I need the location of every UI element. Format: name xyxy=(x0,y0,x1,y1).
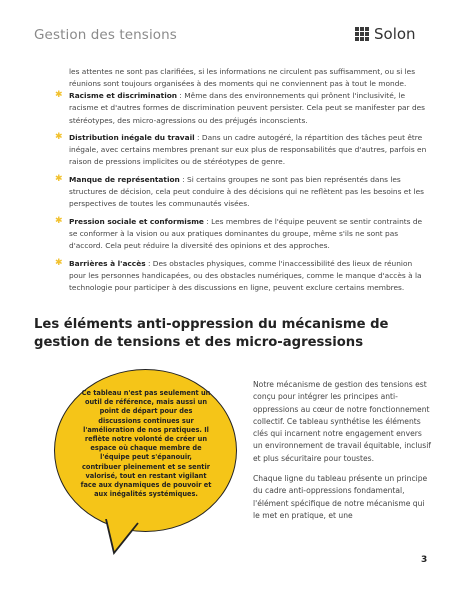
list-item xyxy=(55,174,431,211)
brand-name: Solon xyxy=(374,25,416,43)
bullet-term: Racisme et discrimination xyxy=(69,91,178,100)
right-column-paragraph: Chaque ligne du tableau présente un principe du cadre anti-oppressions fondamental, l'élément spécifique de notre mécanisme qui le met en pratique, et une xyxy=(253,474,428,520)
right-column-paragraph: Notre mécanisme de gestion des tensions est conçu pour intégrer les principes anti-oppressions au cœur de notre fonctionnement collectif. Ce tableau synthétise les éléments clés qui incarnent notre engagement envers un environnement de travail équitable, inclusif et plus sécuritaire pour toustes. xyxy=(253,380,431,463)
bullet-term: Pression sociale et conformisme xyxy=(69,216,204,226)
bullet-term: Manque de représentation xyxy=(69,174,180,184)
bullet-text: : Même dans des environnements qui prônent l'inclusivité, le racisme et d'autres formes de discrimination peuvent persister. Cela peut se manifester par des stéréotypes, des micro-agressions ou des préjugés inconscients. xyxy=(69,91,426,125)
star-bullet-icon: ✱ xyxy=(55,173,63,184)
tension-bullet-list xyxy=(55,90,431,299)
page-number: 3 xyxy=(421,555,428,565)
list-item xyxy=(55,132,431,169)
bullet-text: : Les membres de l'équipe peuvent se sentir contraints de se conformer à la vision ou aux pratiques dominantes du groupe, même s'ils ne sont pas d'accord. Cela peut réduire la diversité des opinions et des approches. xyxy=(69,216,423,251)
bullet-term: Distribution inégale du travail xyxy=(69,132,195,142)
section-heading: Les éléments anti-oppression du mécanisme de gestion de tensions et des micro-agressions xyxy=(34,317,389,350)
list-item xyxy=(55,216,431,253)
brand xyxy=(355,25,416,43)
page-header-title: Gestion des tensions xyxy=(34,27,177,43)
intro-paragraph: les attentes ne sont pas clarifiées, si les informations ne circulent pas suffisamment, ou si les réunions sont toujours organisées à des moments qui ne conviennent pas à tout le monde. xyxy=(69,67,416,89)
list-item xyxy=(55,90,431,127)
list-item xyxy=(55,258,431,295)
star-bullet-icon: ✱ xyxy=(55,131,63,142)
bullet-text: : Si certains groupes ne sont pas bien représentés dans les structures de décision, cela peut conduire à des décisions qui ne reflètent pas les besoins et les perspectives de toutes les communautés visées. xyxy=(69,174,425,209)
bullet-term: Barrières à l'accès xyxy=(69,258,146,268)
bullet-text: : Des obstacles physiques, comme l'inaccessibilité des lieux de réunion pour les personnes handicapées, ou des obstacles numériques, comme le manque d'accès à la technologie pour participer à des discussions en ligne, peuvent exclure certains membres. xyxy=(69,258,422,293)
speech-bubble-tail-icon xyxy=(104,519,144,555)
star-bullet-icon: ✱ xyxy=(55,257,63,268)
star-bullet-icon: ✱ xyxy=(55,90,63,100)
right-column xyxy=(253,379,431,530)
callout-text: Ce tableau n'est pas seulement un outil de référence, mais aussi un point de départ pour des discussions continues sur l'amélioration de nos pratiques. Il reflète notre volonté de créer un espace où chaque membre de l'équipe peut s'épanouir, contribuer pleinement et se sentir valorisé, tout en restant vigilant face aux dynamiques de pouvoir et aux inégalités systémiques. xyxy=(80,389,212,499)
bullet-text: : Dans un cadre autogéré, la répartition des tâches peut être inégale, avec certains membres prenant sur eux plus de responsabilités que d'autres, parfois en raison de pressions implicites ou de stéréotypes de genre. xyxy=(69,132,427,167)
star-bullet-icon: ✱ xyxy=(55,215,63,226)
grid-logo-icon xyxy=(355,27,369,41)
